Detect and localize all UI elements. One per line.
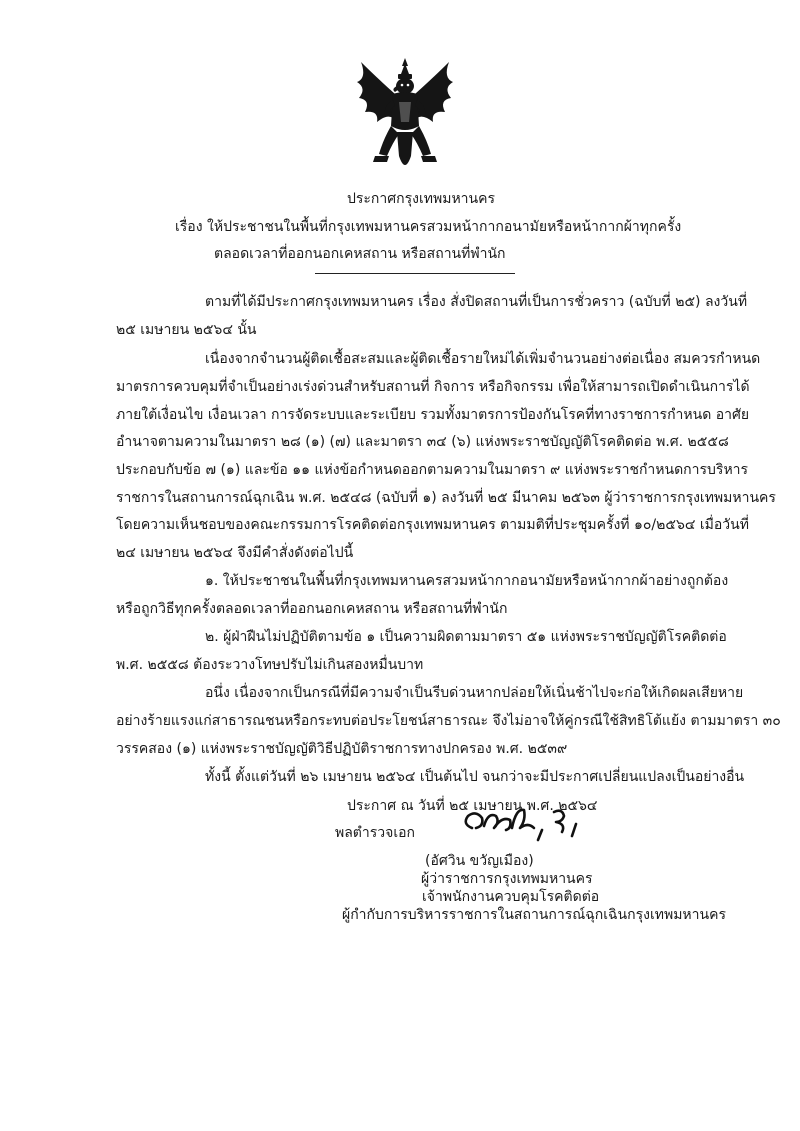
announcer: ประกาศกรุงเทพมหานคร [347, 191, 495, 207]
body-line: โดยความเห็นชอบของคณะกรรมการโรคติดต่อกรุงเทพมหานคร ตามมติที่ประชุมครั้งที่ ๑๐/๒๕๖๔ เมื่อวันที่ [116, 517, 749, 533]
subject-line-2: ตลอดเวลาที่ออกนอกเคหสถาน หรือสถานที่พำนัก [214, 246, 506, 262]
body-line: พ.ศ. ๒๕๕๘ ต้องระวางโทษปรับไม่เกินสองหมื่นบาท [116, 657, 424, 673]
body-line: ราชการในสถานการณ์ฉุกเฉิน พ.ศ. ๒๕๔๘ (ฉบับที่ ๑) ลงวันที่ ๒๕ มีนาคม ๒๕๖๓ ผู้ว่าราชการกรุงเทพมหานคร [116, 490, 776, 506]
announce-date: ประกาศ ณ วันที่ ๒๕ เมษายน พ.ศ. ๒๕๖๔ [347, 798, 598, 814]
body-line: อนึ่ง เนื่องจากเป็นกรณีที่มีความจำเป็นรีบด่วนหากปล่อยให้เนิ่นช้าไปจะก่อให้เกิดผลเสียหาย [205, 685, 744, 701]
signer-name: (อัศวิน ขวัญเมือง) [425, 853, 534, 869]
body-line: วรรคสอง (๑) แห่งพระราชบัญญัติวิธีปฏิบัติราชการทางปกครอง พ.ศ. ๒๕๓๙ [116, 741, 568, 757]
garuda-emblem-icon [353, 56, 457, 180]
body-line: ทั้งนี้ ตั้งแต่วันที่ ๒๖ เมษายน ๒๕๖๔ เป็นต้นไป จนกว่าจะมีประกาศเปลี่ยนแปลงเป็นอย่างอื่น [205, 769, 745, 785]
body-line: อำนาจตามความในมาตรา ๒๘ (๑) (๗) และมาตรา ๓๔ (๖) แห่งพระราชบัญญัติโรคติดต่อ พ.ศ. ๒๕๕๘ [116, 434, 729, 450]
body-line: ๑. ให้ประชาชนในพื้นที่กรุงเทพมหานครสวมหน้ากากอนามัยหรือหน้ากากผ้าอย่างถูกต้อง [205, 573, 729, 589]
subject-line-1: เรื่อง ให้ประชาชนในพื้นที่กรุงเทพมหานครสวมหน้ากากอนามัยหรือหน้ากากผ้าทุกครั้ง [175, 219, 682, 235]
body-line: ๒๔ เมษายน ๒๕๖๔ จึงมีคำสั่งดังต่อไปนี้ [116, 545, 354, 561]
header-divider [315, 273, 515, 274]
body-line: ตามที่ได้มีประกาศกรุงเทพมหานคร เรื่อง สั่งปิดสถานที่เป็นการชั่วคราว (ฉบับที่ ๒๕) ลงวันที่ [205, 294, 748, 310]
body-line: อย่างร้ายแรงแก่สาธารณชนหรือกระทบต่อประโยชน์สาธารณะ จึงไม่อาจให้คู่กรณีใช้สิทธิโต้แย้ง ตามมาตรา ๓๐ [116, 713, 781, 729]
body-line: เนื่องจากจำนวนผู้ติดเชื้อสะสมและผู้ติดเชื้อรายใหม่ได้เพิ่มจำนวนอย่างต่อเนื่อง สมควรกำหนด [205, 351, 761, 367]
signature-mark [458, 798, 608, 844]
signer-rank: พลตำรวจเอก [335, 825, 416, 841]
body-line: ๒. ผู้ฝ่าฝืนไม่ปฏิบัติตามข้อ ๑ เป็นความผิดตามมาตรา ๕๑ แห่งพระราชบัญญัติโรคติดต่อ [205, 629, 727, 645]
body-line: มาตรการควบคุมที่จำเป็นอย่างเร่งด่วนสำหรับสถานที่ กิจการ หรือกิจกรรม เพื่อให้สามารถเปิดดำเนินการได้ [116, 379, 750, 395]
body-line: ๒๕ เมษายน ๒๕๖๔ นั้น [116, 322, 257, 338]
signer-title-2: เจ้าพนักงานควบคุมโรคติดต่อ [422, 889, 600, 905]
body-line: ภายใต้เงื่อนไข เงื่อนเวลา การจัดระบบและระเบียบ รวมทั้งมาตรการป้องกันโรคที่ทางราชการกำหนด อาศัย [116, 407, 750, 423]
body-line: หรือถูกวิธีทุกครั้งตลอดเวลาที่ออกนอกเคหสถาน หรือสถานที่พำนัก [116, 601, 508, 617]
signer-title-3: ผู้กำกับการบริหารราชการในสถานการณ์ฉุกเฉินกรุงเทพมหานคร [342, 907, 726, 923]
signer-title-1: ผู้ว่าราชการกรุงเทพมหานคร [421, 871, 593, 887]
body-line: ประกอบกับข้อ ๗ (๑) และข้อ ๑๑ แห่งข้อกำหนดออกตามความในมาตรา ๙ แห่งพระราชกำหนดการบริหาร [116, 462, 749, 478]
